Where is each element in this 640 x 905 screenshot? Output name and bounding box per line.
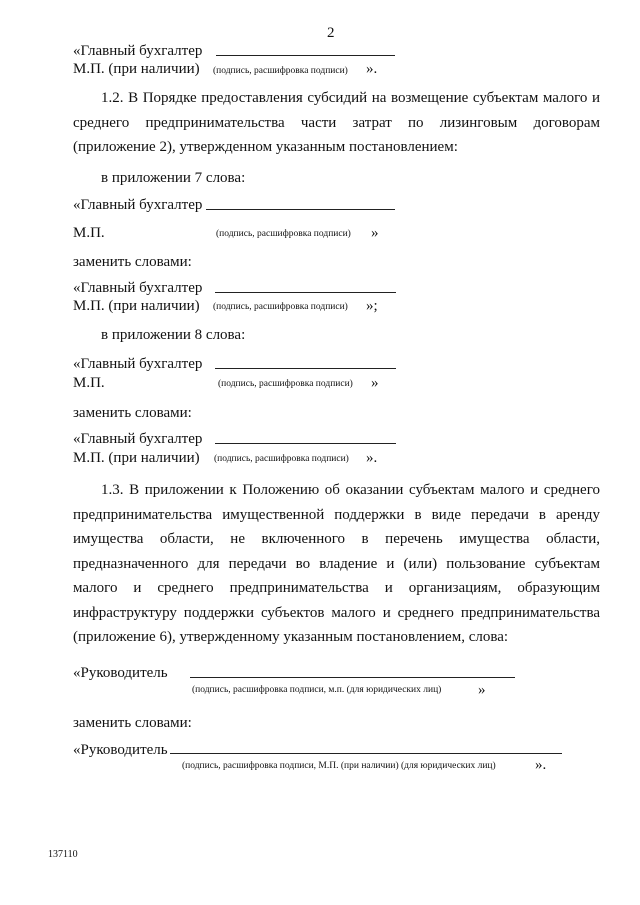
quote-end: ». (366, 450, 378, 466)
chief-accountant-label: «Главный бухгалтер (73, 197, 203, 213)
signature-line (216, 55, 395, 56)
quote-end: » (371, 225, 379, 241)
instruction-app7: в приложении 7 слова: (101, 170, 246, 186)
stamp-label: М.П. (при наличии) (73, 450, 200, 466)
chief-accountant-label: «Главный бухгалтер (73, 280, 203, 296)
signature-hint: (подпись, расшифровка подписи) (214, 454, 349, 464)
stamp-label: М.П. (73, 375, 105, 391)
signature-line (215, 368, 396, 369)
quote-end: » (478, 682, 486, 698)
quote-end: »; (366, 298, 378, 314)
replace-instruction: заменить словами: (73, 405, 192, 421)
signature-hint: (подпись, расшифровка подписи, М.П. (при наличии) (для юридических лиц) (182, 761, 496, 771)
document-code: 137110 (48, 849, 78, 860)
chief-accountant-label: «Главный бухгалтер (73, 431, 203, 447)
stamp-label: М.П. (73, 225, 105, 241)
signature-hint: (подпись, расшифровка подписи) (213, 66, 348, 76)
signature-line (215, 443, 396, 444)
paragraph-1-2: 1.2. В Порядке предоставления субсидий на возмещение субъектам малого и среднего предпринимательства части затрат по лизинговым договорам (приложение 2), утвержденном указанным постановлением: (73, 90, 600, 155)
signature-hint: (подпись, расшифровка подписи, м.п. (для юридических лиц) (192, 685, 442, 695)
replace-instruction: заменить словами: (73, 254, 192, 270)
signature-line (190, 677, 515, 678)
paragraph-1-3: 1.3. В приложении к Положению об оказании субъектам малого и среднего предпринимательства имущественной поддержки в виде передачи в аренду имущества области, не включенного в перечень имущества области, предназначенного для передачи во владение и (или) пользование субъектам малого и среднего предпринимательства и организациям, образующим инфраструктуру поддержки субъектов малого и среднего предпринимательства (приложение 6), утвержденному указанным постановлением, слова: (73, 482, 600, 645)
page-number: 2 (327, 25, 335, 41)
stamp-label: М.П. (при наличии) (73, 61, 200, 77)
chief-accountant-label: «Главный бухгалтер (73, 356, 203, 372)
replace-instruction: заменить словами: (73, 715, 192, 731)
signature-hint: (подпись, расшифровка подписи) (216, 229, 351, 239)
quote-end: ». (535, 757, 547, 773)
chief-accountant-label: «Главный бухгалтер (73, 43, 203, 59)
signature-line (215, 292, 396, 293)
quote-end: » (371, 375, 379, 391)
signature-line (170, 753, 562, 754)
signature-hint: (подпись, расшифровка подписи) (213, 302, 348, 312)
signature-hint: (подпись, расшифровка подписи) (218, 379, 353, 389)
instruction-app8: в приложении 8 слова: (101, 327, 246, 343)
head-label: «Руководитель (73, 742, 168, 758)
stamp-label: М.П. (при наличии) (73, 298, 200, 314)
signature-line (206, 209, 395, 210)
quote-end: ». (366, 61, 378, 77)
head-label: «Руководитель (73, 665, 168, 681)
